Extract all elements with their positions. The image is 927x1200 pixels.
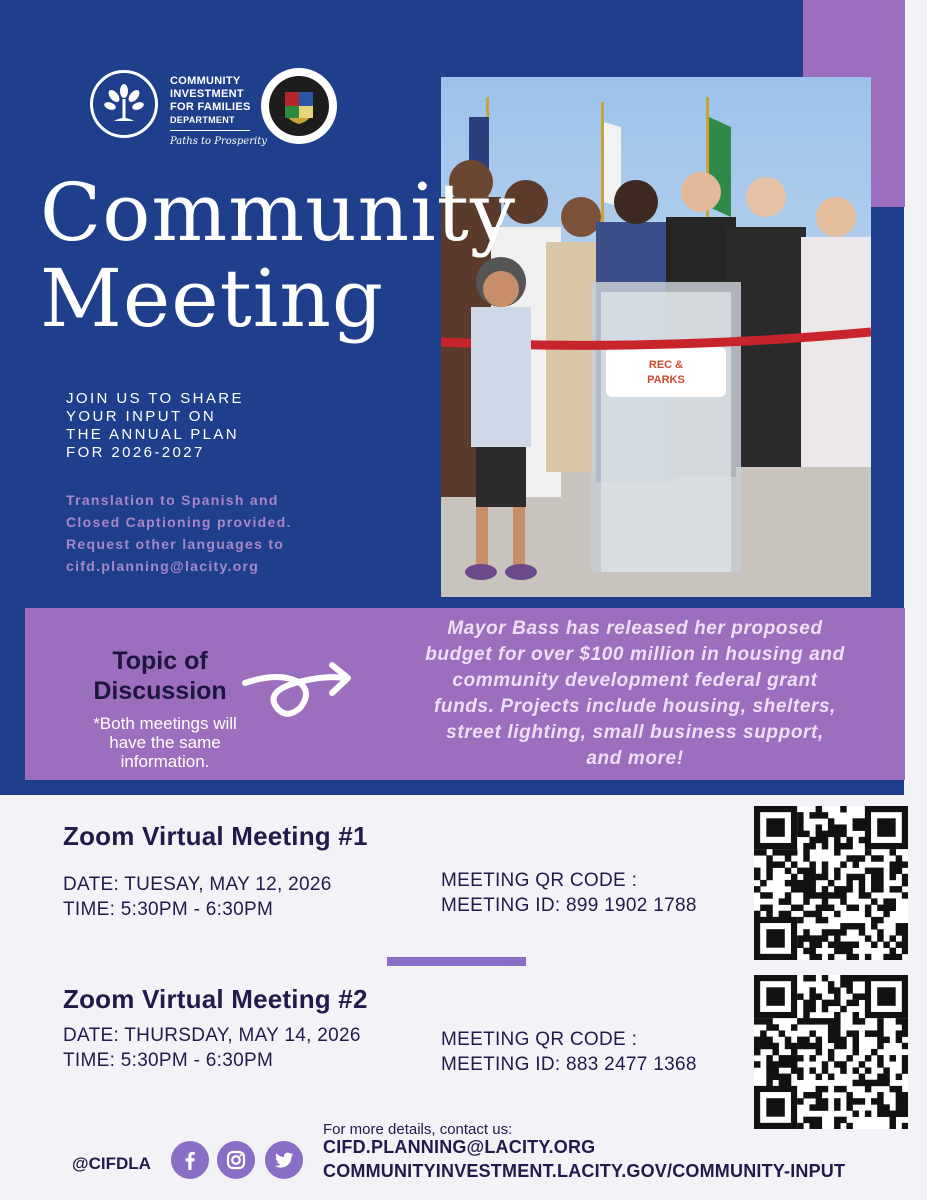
- topic-note-line-1: *Both meetings will: [93, 714, 237, 733]
- meeting-2-date: DATE: THURSDAY, MAY 14, 2026: [63, 1025, 361, 1046]
- contact-website-link[interactable]: COMMUNITYINVESTMENT.LACITY.GOV/COMMUNITY-INPUT: [323, 1161, 846, 1181]
- org-name-1: COMMUNITY: [170, 75, 241, 87]
- social-handle: @CIFDLA: [72, 1154, 151, 1173]
- join-line-4: FOR 2026-2027: [66, 444, 205, 461]
- topic-body-line-1: Mayor Bass has released her proposed: [447, 618, 823, 639]
- topic-heading: [80, 646, 240, 706]
- meeting-2-time: TIME: 5:30PM - 6:30PM: [63, 1050, 274, 1071]
- qr-code-1-icon: [754, 806, 908, 960]
- qr-finder-pattern: [865, 806, 908, 849]
- translate-email-link[interactable]: cifd.planning@lacity.org: [66, 558, 260, 574]
- facebook-icon: [179, 1149, 201, 1171]
- translate-line-2: Closed Captioning provided.: [66, 514, 292, 530]
- instagram-button[interactable]: [217, 1141, 255, 1179]
- meeting-1-qr-code[interactable]: [754, 806, 908, 960]
- qr-finder-pattern: [865, 975, 908, 1018]
- meeting-1-id[interactable]: MEETING ID: 899 1902 1788: [441, 895, 697, 916]
- topic-section: [25, 608, 905, 780]
- topic-body-line-2: budget for over $100 million in housing and: [425, 644, 845, 665]
- translate-line-3: Request other languages to: [66, 536, 285, 552]
- title-line-2: Meeting: [40, 252, 385, 345]
- wordmark-rule: [170, 130, 250, 131]
- org-name-3: FOR FAMILIES: [170, 101, 251, 113]
- topic-body-line-3: community development federal grant: [452, 670, 818, 691]
- sign-text-top: REC &: [648, 359, 684, 371]
- qr-finder-pattern: [754, 975, 797, 1018]
- topic-body-line-6: and more!: [586, 748, 684, 769]
- meeting-2-title: Zoom Virtual Meeting #2: [63, 984, 368, 1014]
- meeting-2-qr-code[interactable]: [754, 975, 908, 1129]
- cifd-wordmark: [170, 75, 267, 148]
- instagram-icon: [225, 1149, 247, 1171]
- right-margin: [904, 0, 927, 795]
- qr-finder-pattern: [754, 1086, 797, 1129]
- topic-heading-line-2: Discussion: [93, 677, 227, 705]
- qr-code-2-icon: [754, 975, 908, 1129]
- twitter-icon: [273, 1149, 295, 1171]
- page-title: [40, 166, 517, 345]
- rec-parks-sign: [606, 347, 726, 397]
- city-seal: [261, 68, 337, 144]
- org-name-2: INVESTMENT: [170, 88, 244, 100]
- join-message: [66, 390, 244, 462]
- qr-finder-pattern: [754, 917, 797, 960]
- tree-icon: [99, 79, 149, 129]
- topic-note-line-2: have the same: [109, 733, 221, 752]
- meeting-2-qr-label: MEETING QR CODE :: [441, 1029, 638, 1050]
- shield-icon: [279, 86, 319, 126]
- topic-body-line-5: street lighting, small business support,: [446, 722, 824, 743]
- meeting-1-title: Zoom Virtual Meeting #1: [63, 821, 368, 851]
- meeting-1-qr-label: MEETING QR CODE :: [441, 870, 638, 891]
- topic-note: [65, 714, 265, 771]
- qr-finder-pattern: [754, 806, 797, 849]
- facebook-button[interactable]: [171, 1141, 209, 1179]
- cifd-logo: [90, 70, 158, 138]
- seal-emblem: [269, 76, 329, 136]
- section-divider: [387, 957, 526, 966]
- translate-line-1: Translation to Spanish and: [66, 492, 279, 508]
- curly-arrow-icon: [240, 653, 355, 723]
- title-line-1: Community: [40, 166, 517, 259]
- join-line-2: YOUR INPUT ON: [66, 408, 217, 425]
- contact-label: For more details, contact us:: [323, 1121, 513, 1138]
- meeting-1-date: DATE: TUESAY, MAY 12, 2026: [63, 874, 332, 895]
- meeting-2-id[interactable]: MEETING ID: 883 2477 1368: [441, 1054, 697, 1075]
- join-line-3: THE ANNUAL PLAN: [66, 426, 239, 443]
- topic-note-line-3: information.: [120, 752, 210, 771]
- join-line-1: JOIN US TO SHARE: [66, 390, 244, 407]
- translation-note: [66, 489, 292, 577]
- twitter-button[interactable]: [265, 1141, 303, 1179]
- meeting-1-time: TIME: 5:30PM - 6:30PM: [63, 899, 274, 920]
- contact-email-link[interactable]: CIFD.PLANNING@LACITY.ORG: [323, 1137, 596, 1157]
- org-name-4: DEPARTMENT: [170, 115, 235, 125]
- topic-description: [365, 616, 905, 772]
- topic-body-line-4: funds. Projects include housing, shelters,: [433, 696, 837, 717]
- topic-heading-line-1: Topic of: [112, 647, 208, 675]
- sign-text-bottom: PARKS: [647, 374, 685, 386]
- tagline: Paths to Prosperity: [170, 136, 267, 147]
